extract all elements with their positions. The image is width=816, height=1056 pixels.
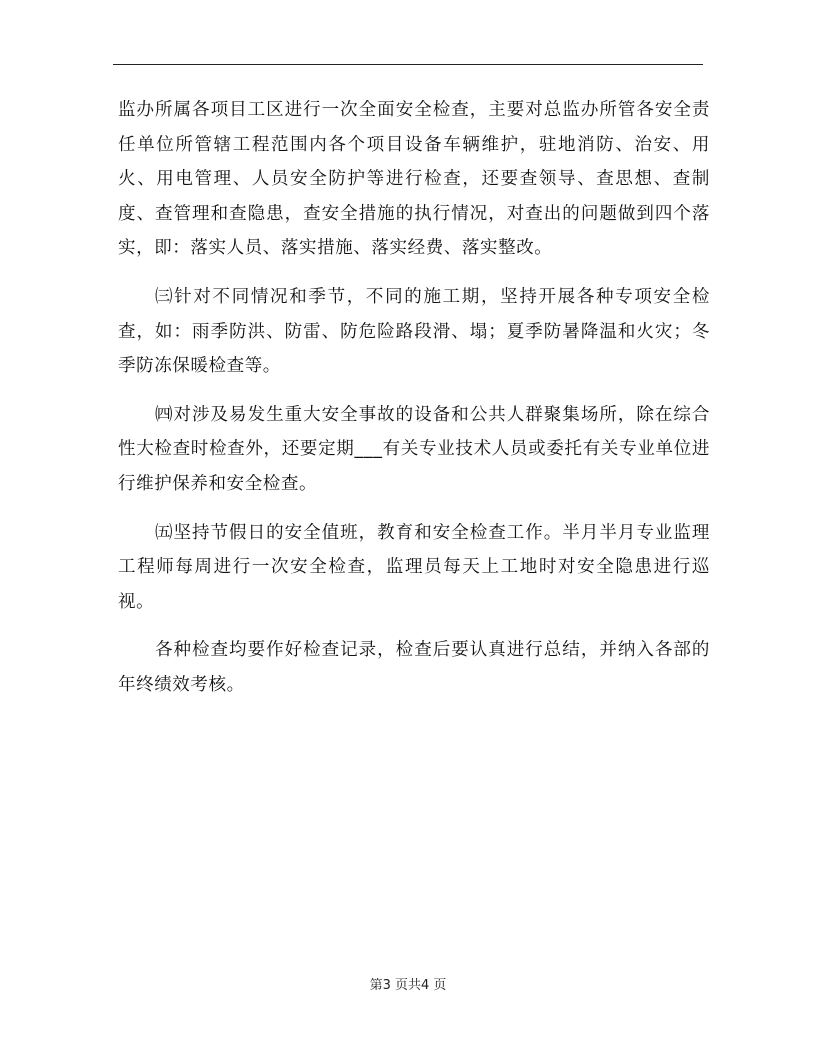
paragraph-item-4: ㈣对涉及易发生重大安全事故的设备和公共人群聚集场所，除在综合性大检查时检查外，还要定期___有关专业技术人员或委托有关专业单位进行维护保养和安全检查。	[118, 404, 710, 494]
document-body	[118, 93, 710, 703]
paragraph-continuation: 监办所属各项目工区进行一次全面安全检查，主要对总监办所管各安全责任单位所管辖工程范围内各个项目设备车辆维护，驻地消防、治安、用火、用电管理、人员安全防护等进行检查，还要查领导、查思想、查制度、查管理和查隐患，查安全措施的执行情况，对查出的问题做到四个落实，即：落实人员、落实措施、落实经费、落实整改。	[118, 100, 710, 259]
paragraph-summary: 各种检查均要作好检查记录，检查后要认真进行总结，并纳入各部的年终绩效考核。	[118, 640, 710, 695]
page-number: 第3 页共4 页	[369, 978, 447, 993]
header-rule	[113, 64, 703, 65]
paragraph-item-3: ㈢针对不同情况和季节，不同的施工期，坚持开展各种专项安全检查，如：雨季防洪、防雷、防危险路段滑、塌；夏季防暑降温和火灾；冬季防冻保暖检查等。	[118, 286, 710, 377]
paragraph-item-5: ㈤坚持节假日的安全值班，教育和安全检查工作。半月半月专业监理工程师每周进行一次安全检查，监理员每天上工地时对安全隐患进行巡视。	[118, 522, 710, 612]
